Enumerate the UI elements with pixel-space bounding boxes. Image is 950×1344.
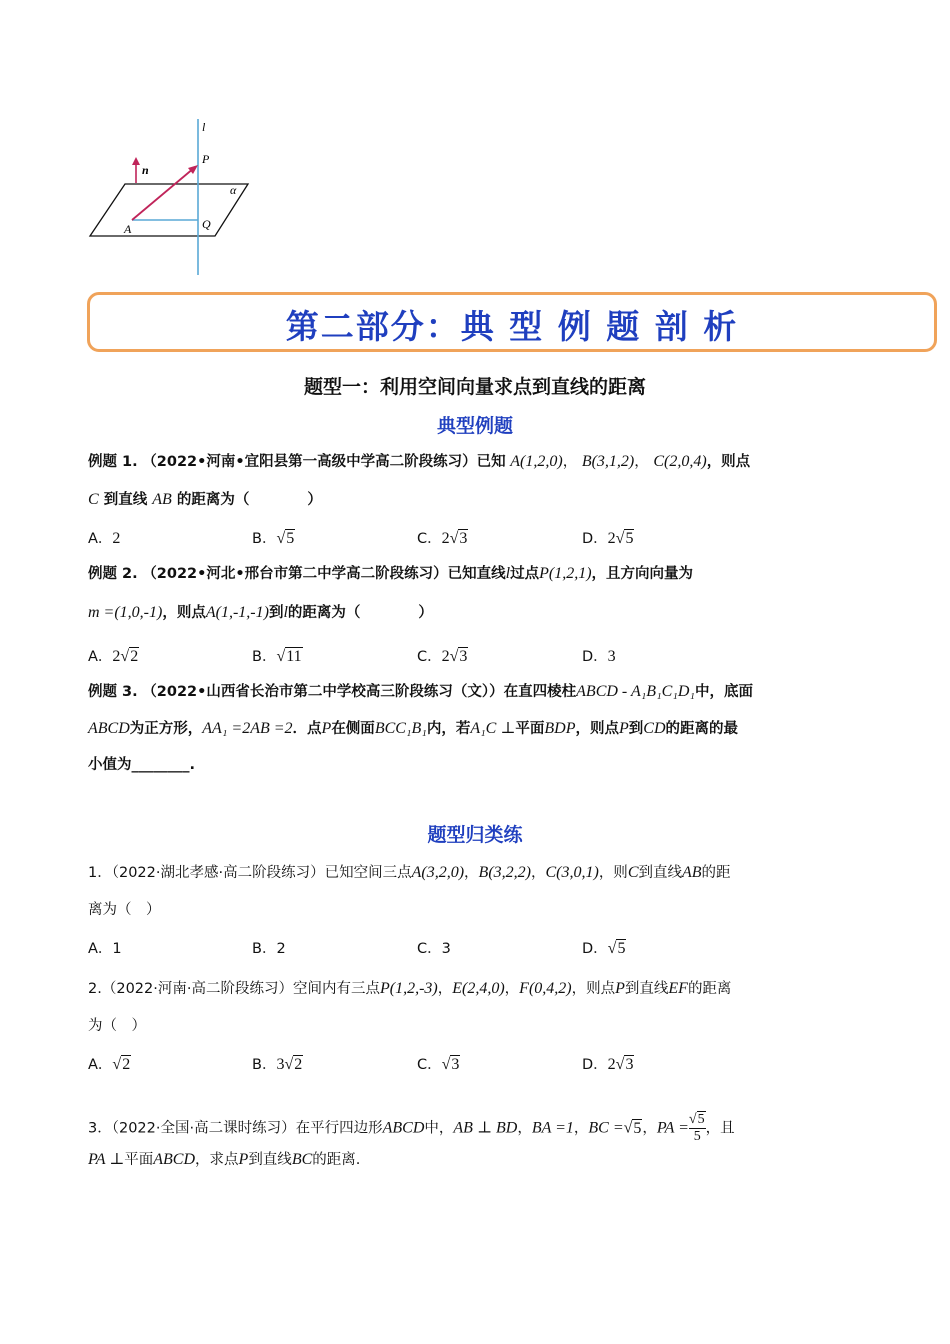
ex3-tail: 中，底面	[694, 684, 753, 700]
ex3-line1	[88, 682, 753, 702]
q1-text: 的距	[701, 865, 731, 881]
ex2-mid: 过点	[510, 566, 540, 582]
q3-prefix: 3．	[88, 1120, 112, 1137]
q1-point-C: C(3,0,1)	[545, 864, 599, 881]
option-label: A．	[88, 531, 113, 547]
q3-line1: 3．（2022·全国·高二课时练习）在平行四边形ABCD中，AB ⊥ BD，BA =1，BC =√5，PA = $\frac{√5}{5}$ ，且	[88, 1112, 735, 1144]
label-alpha: α	[230, 183, 237, 197]
ex1-option-a[interactable]	[88, 527, 120, 548]
q1-point-B: B(3,2,2)	[478, 864, 531, 881]
q2-text: 的距离	[687, 981, 732, 997]
examples-heading: 典型例题	[436, 415, 513, 437]
ex1-option-b[interactable]: B．√5	[252, 530, 295, 547]
ex3-source: （2022•山西省长治市第二中学校高三阶段练习（文））在直四棱柱	[142, 684, 577, 700]
option-label: A．	[88, 941, 113, 957]
ex1-mid: 到直线	[98, 492, 153, 508]
option-label: A．	[88, 649, 113, 665]
banner-title: 第二部分：典 型 例 题 剖 析	[285, 307, 739, 346]
q2-text: ，则点	[571, 981, 616, 997]
ex2-option-b[interactable]: B．√11	[252, 648, 302, 665]
option-radicand: 3	[625, 1056, 634, 1073]
geometry-figure	[80, 115, 260, 280]
ex2-to: 到	[268, 605, 284, 621]
ex3-equation: AA₁ =2AB =2	[202, 720, 293, 737]
ex3-CD: CD	[643, 720, 666, 737]
q1-option-c[interactable]	[417, 937, 451, 958]
ex1-point-C: C(2,0,4)	[653, 453, 707, 470]
q3-PA-perp: PA ⊥	[88, 1151, 125, 1168]
q1-C: C	[627, 864, 639, 881]
q1-text: ，则	[598, 865, 628, 881]
q2-prefix: 2.	[88, 981, 102, 997]
ex2-line2-mid: ，则点	[162, 605, 206, 621]
q2-point-F: F(0,4,2)	[519, 980, 572, 997]
option-radicand: 5	[625, 530, 634, 547]
ex2-line2-tail: 的距离为（ ）	[287, 605, 433, 621]
ex2-point-A: A(1,-1,-1)	[205, 604, 269, 621]
ex1-tail: ，则点	[706, 454, 751, 470]
q3-perp: AB ⊥ BD	[453, 1119, 518, 1137]
q1-option-b[interactable]	[252, 937, 286, 958]
q2-option-a[interactable]: A．√2	[88, 1056, 131, 1073]
q3-PA-den: 5	[693, 1129, 701, 1144]
option-radicand: 2	[122, 1056, 131, 1073]
ex3-prism: ABCD - A₁B₁C₁D₁	[576, 683, 695, 700]
ex1-option-d[interactable]: D．2√5	[582, 530, 634, 547]
q2-option-b[interactable]: B．3√2	[252, 1056, 303, 1073]
ex3-text: 在侧面	[331, 721, 375, 737]
q3-text: ，且	[705, 1120, 735, 1137]
q2-source: （2022·河南·高二阶段练习）空间内有三点	[101, 981, 380, 997]
option-label: C．	[417, 941, 442, 957]
option-value: 1	[112, 941, 122, 957]
option-label: B．	[252, 941, 277, 957]
ex3-P: P	[619, 720, 629, 737]
option-label: B．	[252, 649, 277, 665]
q2-line1: 2.（2022·河南·高二阶段练习）空间内有三点P(1,2,-3)，E(2,4,0)，F(0,4,2)，则点P到直线EF的距离	[88, 980, 732, 997]
q1-option-d[interactable]: D．√5	[582, 940, 626, 957]
q2-point-E: E(2,4,0)	[452, 980, 505, 997]
ex3-BDP: BDP	[544, 720, 576, 737]
label-n: n	[142, 163, 149, 177]
option-value: 3	[607, 648, 616, 665]
option-value: 2	[276, 941, 286, 957]
option-label: C．	[417, 1057, 442, 1073]
ex1-AB: AB	[152, 491, 172, 508]
option-label: C．	[417, 531, 442, 547]
option-radicand: 2	[294, 1056, 303, 1073]
ex1-line1: 例题 1. （2022•河南•宜阳县第一高级中学高二阶段练习）已知 A(1,2,0)， B(3,1,2)， C(2,0,4)，则点	[88, 453, 751, 470]
q2-P: P	[615, 980, 625, 997]
q3-BC-radicand: 5	[633, 1119, 642, 1137]
option-radicand: 11	[286, 648, 302, 665]
ex1-option-c[interactable]: C．2√3	[417, 530, 468, 547]
option-radicand: 3	[451, 1056, 460, 1073]
q3-BA: BA =1	[531, 1119, 574, 1137]
plane-alpha	[90, 184, 248, 236]
option-value: 2	[112, 530, 121, 547]
option-value: 3	[441, 941, 451, 957]
ex1-line2-tail: 的距离为（ ）	[171, 492, 322, 508]
ex2-source: （2022•河北•邢台市第二中学高二阶段练习）已知直线	[142, 566, 506, 582]
ex2-line1	[88, 564, 693, 584]
ex3-text: ．点	[292, 721, 322, 737]
option-label: D．	[582, 1057, 608, 1073]
ex2-prefix: 例题 2.	[88, 566, 138, 582]
ex3-text: 到	[628, 721, 644, 737]
ex3-face: BCC₁B₁	[374, 720, 427, 737]
ex1-C: C	[88, 491, 99, 508]
q3-BC: BC =	[588, 1119, 624, 1137]
ex3-line3: 小值为________.	[88, 757, 196, 773]
q3-text: 的距离.	[312, 1152, 361, 1168]
ex1-line2	[88, 490, 322, 510]
q3-BC: BC	[291, 1151, 313, 1168]
ex3-text: 内，若	[426, 721, 471, 737]
q2-option-d[interactable]: D．2√3	[582, 1056, 634, 1073]
ex2-option-d[interactable]	[582, 645, 616, 666]
option-label: D．	[582, 649, 608, 665]
option-coef: 2	[607, 530, 616, 547]
option-label: B．	[252, 531, 277, 547]
ex2-option-a[interactable]: A．2√2	[88, 648, 139, 665]
ex1-source: （2022•河南•宜阳县第一高级中学高二阶段练习）已知	[142, 454, 506, 470]
ex2-l2: l	[283, 604, 288, 621]
q2-EF: EF	[668, 980, 688, 997]
q1-text: 到直线	[638, 865, 682, 881]
option-coef: 2	[441, 530, 450, 547]
q1-point-A: A(3,2,0)	[411, 864, 465, 881]
ex2-line2	[88, 603, 433, 623]
option-label: D．	[582, 941, 608, 957]
q2-line2: 为（ ）	[88, 1018, 146, 1034]
q1-line1: 1．（2022·湖北孝感·高二阶段练习）已知空间三点A(3,2,0)，B(3,2,2)，C(3,0,1)，则C到直线AB的距	[88, 864, 731, 881]
ex1-point-B: B(3,1,2)	[581, 453, 635, 470]
ex3-prefix: 例题 3.	[88, 684, 138, 700]
q3-PA: PA =	[656, 1119, 689, 1137]
q3-PA-fraction: $\frac{√5}{5}$	[688, 1112, 705, 1144]
q3-ABCD: ABCD	[382, 1119, 425, 1137]
q3-text: ，求点	[195, 1152, 239, 1168]
q3-text: 中，	[424, 1120, 454, 1137]
option-coef: 2	[112, 648, 121, 665]
option-radicand: 5	[286, 530, 295, 547]
ex3-text: 为正方形，	[129, 721, 203, 737]
ex3-ABCD: ABCD	[88, 720, 130, 737]
ex1-prefix: 例题 1.	[88, 454, 138, 470]
q3-source: （2022·全国·高二课时练习）在平行四边形	[111, 1120, 383, 1137]
option-label: D．	[582, 531, 608, 547]
ex3-P: P	[321, 720, 332, 737]
label-l: l	[202, 120, 206, 134]
q3-text: 到直线	[248, 1152, 292, 1168]
ex3-text: 平面	[515, 721, 545, 737]
q1-option-a[interactable]	[88, 937, 122, 958]
q1-AB: AB	[681, 864, 702, 881]
option-radicand: 3	[459, 530, 468, 547]
practice-heading: 题型归类练	[427, 824, 523, 846]
ex2-tail: ，且方向向量为	[591, 566, 694, 582]
q3-P: P	[238, 1151, 249, 1168]
option-coef: 3	[276, 1056, 285, 1073]
q1-source: （2022·湖北孝感·高二阶段练习）已知空间三点	[111, 865, 412, 881]
normal-arrowhead	[132, 157, 140, 165]
option-label: C．	[417, 649, 442, 665]
q3-text: 平面	[124, 1152, 154, 1168]
q2-option-c[interactable]: C．√3	[417, 1056, 460, 1073]
section-banner	[87, 292, 937, 352]
ex2-option-c[interactable]: C．2√3	[417, 648, 468, 665]
ex3-text: 的距离的最	[665, 721, 739, 737]
q2-point-P: P(1,2,-3)	[379, 980, 438, 997]
option-radicand: 2	[130, 648, 139, 665]
section1-title: 题型一：利用空间向量求点到直线的距离	[303, 376, 646, 398]
option-radicand: 5	[617, 940, 626, 957]
ex3-A1C: A₁C ⊥	[470, 720, 516, 737]
ex2-l: l	[505, 565, 511, 582]
label-A: A	[124, 222, 132, 236]
option-label: A．	[88, 1057, 113, 1073]
q1-prefix: 1．	[88, 865, 112, 881]
option-coef: 2	[607, 1056, 616, 1073]
q2-text: 到直线	[624, 981, 669, 997]
label-P: P	[202, 152, 210, 166]
ex1-point-A: A(1,2,0)	[510, 453, 563, 470]
ex2-point-P: P(1,2,1)	[539, 565, 592, 582]
option-radicand: 3	[459, 648, 468, 665]
q3-PA-num: 5	[697, 1112, 705, 1127]
q1-line2: 离为（ ）	[88, 902, 161, 918]
ex3-text: ，则点	[575, 721, 619, 737]
option-coef: 2	[441, 648, 450, 665]
ex3-line2	[88, 719, 738, 739]
label-Q: Q	[202, 217, 211, 231]
q3-ABCD: ABCD	[153, 1151, 196, 1168]
option-label: B．	[252, 1057, 277, 1073]
ex2-vector-m: m =(1,0,-1)	[88, 604, 163, 621]
q3-line2	[88, 1150, 360, 1170]
